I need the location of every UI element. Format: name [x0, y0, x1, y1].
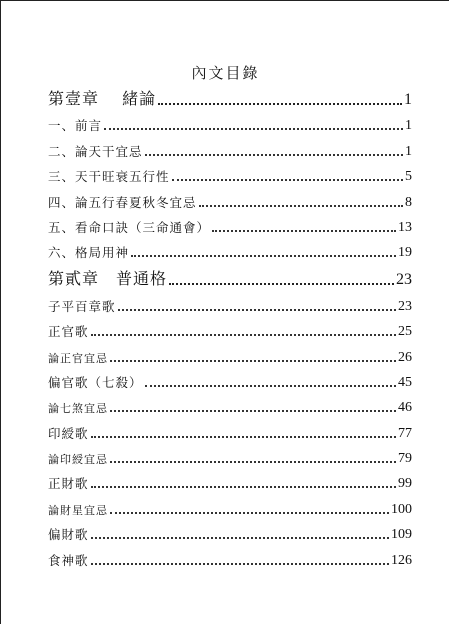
- toc-entry-label: 第壹章 緒論: [48, 89, 157, 108]
- toc-entry-label: 印綬歌: [48, 425, 89, 441]
- toc-entry[interactable]: [48, 369, 412, 394]
- toc-dot-leader: [169, 283, 394, 285]
- toc-dot-leader: [91, 563, 389, 565]
- toc-entry-page: 23: [398, 298, 412, 314]
- toc-entry[interactable]: [48, 264, 412, 292]
- toc-entry[interactable]: [48, 112, 412, 137]
- toc-entry-label: 二、論天干宜忌: [48, 143, 143, 159]
- toc-entry-page: 13: [398, 219, 412, 235]
- toc-entry-label: 五、看命口訣（三命通會）: [48, 219, 211, 235]
- toc-entry-label: 論正官宜忌: [48, 351, 108, 365]
- toc-dot-leader: [199, 205, 403, 207]
- toc-entry-label: 論印綬宜忌: [48, 453, 108, 467]
- toc-entry-label: 六、格局用神: [48, 245, 130, 261]
- toc-entry-page: 79: [398, 451, 412, 467]
- toc-entry-label: 論財星宜忌: [48, 503, 108, 517]
- toc-dot-leader: [110, 512, 389, 514]
- toc-entry-label: 三、天干旺衰五行性: [48, 169, 170, 185]
- toc-entry-page: 126: [391, 552, 412, 568]
- page-title: 內文目錄: [191, 64, 260, 82]
- toc-entry[interactable]: [48, 239, 412, 264]
- toc-dot-leader: [110, 360, 396, 362]
- toc-entry-page: 25: [398, 324, 412, 340]
- toc-dot-leader: [110, 410, 396, 412]
- toc-dot-leader: [118, 309, 396, 311]
- toc-entry-page: 77: [398, 425, 412, 441]
- toc-entry-page: 26: [398, 349, 412, 365]
- toc-dot-leader: [91, 436, 396, 438]
- toc-entry[interactable]: [48, 318, 412, 343]
- toc-entry[interactable]: [48, 495, 412, 520]
- toc-entry[interactable]: [48, 445, 412, 470]
- toc-entry-label: 一、前言: [48, 118, 103, 134]
- toc-entry-page: 1: [405, 118, 412, 134]
- toc-entry-label: 四、論五行春夏秋冬宜忌: [48, 194, 197, 210]
- toc-entry-page: 1: [404, 91, 412, 108]
- toc-entry-label: 正官歌: [48, 324, 89, 340]
- toc-dot-leader: [145, 385, 396, 387]
- toc-entry[interactable]: [48, 546, 412, 571]
- toc-entry-page: 5: [405, 169, 412, 185]
- toc-entry-page: 46: [398, 400, 412, 416]
- toc-entry-page: 99: [398, 476, 412, 492]
- toc-entry-label: 偏官歌（七殺）: [48, 374, 143, 390]
- toc-entry-label: 正財歌: [48, 476, 89, 492]
- toc-dot-leader: [131, 255, 396, 257]
- toc-entry[interactable]: [48, 84, 412, 112]
- toc-dot-leader: [158, 103, 402, 105]
- toc-entry[interactable]: [48, 163, 412, 188]
- toc-entry-label: 第貳章 普通格: [48, 269, 168, 289]
- toc-dot-leader: [212, 230, 396, 232]
- toc-entry-label: 子平百章歌: [48, 298, 116, 314]
- toc-entry[interactable]: [48, 343, 412, 368]
- toc-entry[interactable]: [48, 521, 412, 546]
- toc-dot-leader: [110, 461, 396, 463]
- toc-entry[interactable]: [48, 470, 412, 495]
- toc-entry[interactable]: [48, 292, 412, 317]
- toc-entry[interactable]: [48, 394, 412, 419]
- toc-entry-page: 19: [398, 245, 412, 261]
- toc-dot-leader: [104, 128, 403, 130]
- toc-dot-leader: [145, 154, 403, 156]
- toc-entry-page: 109: [391, 527, 412, 543]
- toc-entry[interactable]: [48, 137, 412, 162]
- toc-dot-leader: [91, 334, 396, 336]
- toc-entry-label: 偏財歌: [48, 527, 89, 543]
- toc-entry-page: 1: [405, 143, 412, 159]
- table-of-contents: [48, 84, 412, 572]
- toc-entry-page: 8: [405, 194, 412, 210]
- toc-entry-label: 食神歌: [48, 552, 89, 568]
- toc-entry-page: 45: [398, 374, 412, 390]
- toc-entry[interactable]: [48, 214, 412, 239]
- toc-entry-page: 23: [396, 271, 412, 289]
- toc-entry[interactable]: [48, 188, 412, 213]
- toc-entry-page: 100: [391, 501, 412, 517]
- toc-entry-label: 論七煞宜忌: [48, 402, 108, 416]
- toc-entry[interactable]: [48, 419, 412, 444]
- toc-dot-leader: [172, 179, 403, 181]
- toc-dot-leader: [91, 486, 396, 488]
- toc-dot-leader: [91, 537, 389, 539]
